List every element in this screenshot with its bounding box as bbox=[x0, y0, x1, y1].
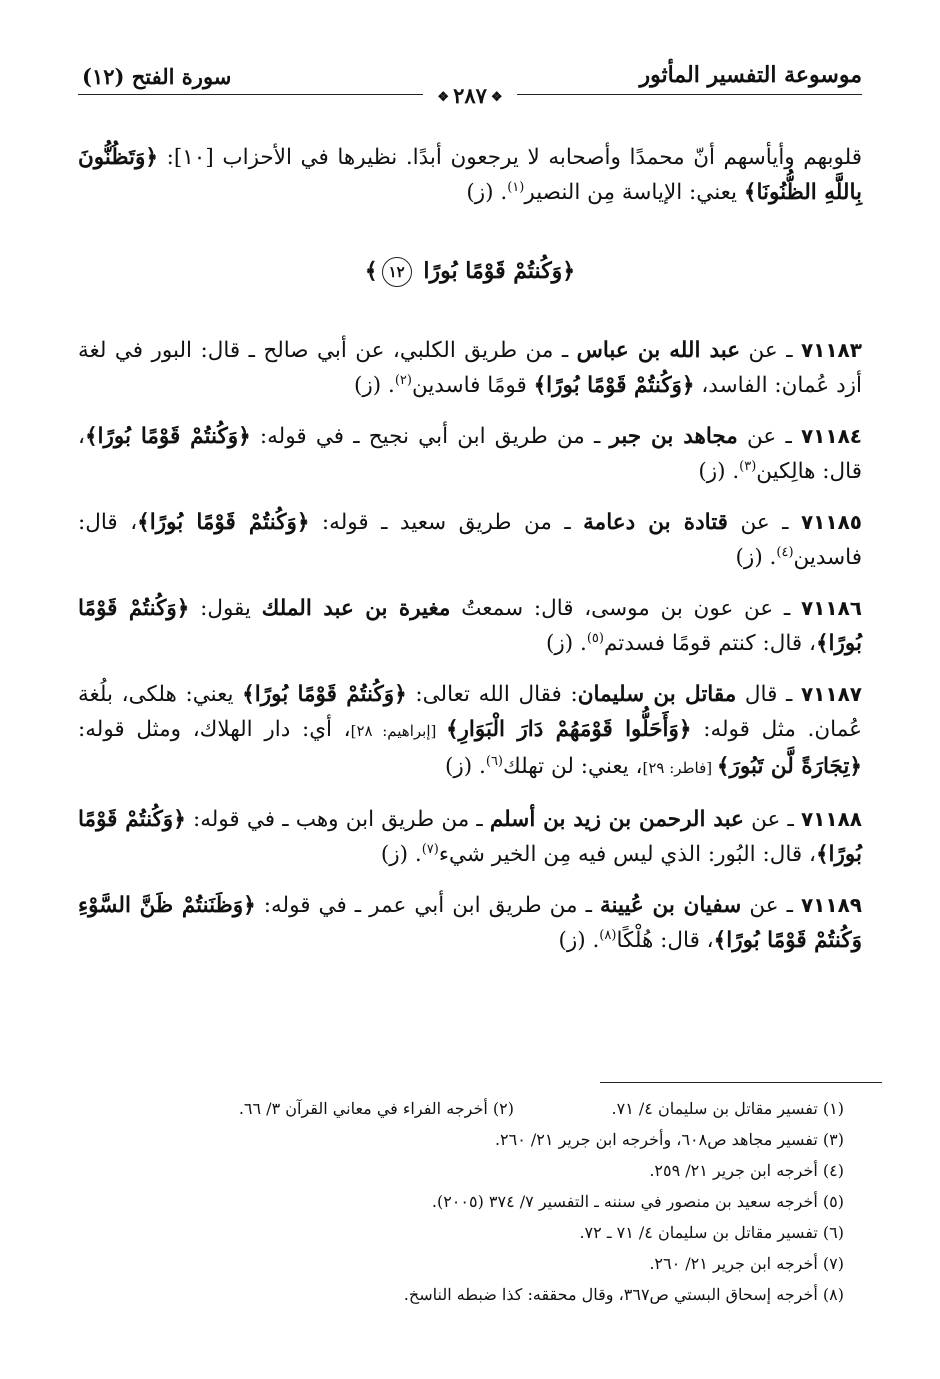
narration-entry bbox=[78, 591, 862, 661]
citation-mark: . (ز) bbox=[353, 373, 395, 398]
quran-quote: ﴿وَأَحَلُّوا قَوْمَهُمْ دَارَ الْبَوَارِ﴾ bbox=[445, 717, 692, 742]
quran-quote: ﴿وَظَنَنتُمْ ظَنَّ السَّوْءِ وَكُنتُمْ قَوْمًا بُورًا﴾ bbox=[78, 893, 862, 953]
entry-number: ٧١١٨٥ bbox=[800, 510, 863, 534]
running-header-book-title: موسوعة التفسير المأثور bbox=[639, 62, 862, 88]
narrator-name: مغيرة بن عبد الملك bbox=[261, 596, 451, 621]
footnote: (٨) أخرجه إسحاق البستي ص٣٦٧، وقال محققه: كذا ضبطه الناسخ. bbox=[403, 1285, 844, 1304]
footnote: (٧) أخرجه ابن جرير ٢١/ ٢٦٠. bbox=[649, 1254, 844, 1273]
footnote: (٢) أخرجه الفراء في معاني القرآن ٣/ ٦٦. bbox=[238, 1099, 514, 1118]
citation-mark: . (ز) bbox=[445, 754, 486, 779]
running-header-surah: سورة الفتح (١٢) bbox=[82, 64, 232, 89]
quran-quote: ﴿وَتَظُنُّونَ بِاللَّهِ الظُّنُونَا﴾ bbox=[78, 145, 862, 205]
footnote-ref: (٧) bbox=[421, 841, 439, 857]
intro-text: يعني: الإياسة مِن النصير bbox=[524, 180, 738, 205]
entry-number: ٧١١٨٧ bbox=[800, 682, 863, 706]
footnote-ref: (٤) bbox=[776, 544, 794, 560]
footnote: (١) تفسير مقاتل بن سليمان ٤/ ٧١. bbox=[611, 1099, 844, 1118]
narration-entry bbox=[78, 419, 862, 489]
entry-text: ـ عن bbox=[740, 338, 793, 363]
page-number bbox=[423, 83, 516, 108]
citation-mark: . (ز) bbox=[380, 842, 422, 867]
surah-reference: [إبراهيم: ٢٨] bbox=[350, 722, 446, 740]
citation-mark: . (ز) bbox=[558, 928, 600, 953]
entry-text: ـ عن bbox=[743, 807, 794, 832]
entry-text: ، قال: هُلْكًا bbox=[616, 928, 714, 953]
citation-mark: . (ز) bbox=[735, 545, 777, 570]
entry-number: ٧١١٨٣ bbox=[800, 338, 862, 362]
citation-mark: . (ز) bbox=[698, 459, 740, 484]
entry-text: ، أي: دار الهلاك، ومثل قوله: bbox=[78, 717, 351, 742]
citation-mark: . (ز) bbox=[546, 631, 587, 656]
quran-quote: ﴿وَكُنتُمْ قَوْمًا بُورًا﴾ bbox=[533, 373, 695, 398]
entry-text: ـ من طريق ابن أبي نجيح ـ في قوله: bbox=[250, 424, 610, 449]
surah-reference: [فاطر: ٢٩] bbox=[642, 759, 717, 777]
footnote: (٥) أخرجه سعيد بن منصور في سننه ـ التفسير ٧/ ٣٧٤ (٢٠٠٥). bbox=[431, 1192, 844, 1211]
quran-quote: ﴿وَكُنتُمْ قَوْمًا بُورًا﴾ bbox=[84, 424, 251, 449]
quran-quote: ﴿وَكُنتُمْ قَوْمًا بُورًا﴾ bbox=[137, 510, 310, 535]
main-text bbox=[78, 140, 862, 974]
narration-entry bbox=[78, 505, 862, 575]
footnote-ref: (٢) bbox=[394, 372, 412, 388]
footnote: (٤) أخرجه ابن جرير ٢١/ ٢٥٩. bbox=[649, 1161, 844, 1180]
entry-text: ، قال: فاسدين bbox=[78, 510, 862, 570]
narrator-name: مجاهد بن جبر bbox=[609, 424, 738, 449]
quran-quote: ﴿وَكُنتُمْ قَوْمًا بُورًا﴾ bbox=[242, 682, 407, 707]
entry-number: ٧١١٨٨ bbox=[800, 807, 862, 831]
verse-heading bbox=[78, 254, 862, 289]
entry-text: ـ من طريق الكلبي، عن أبي صالح ـ قال: البور في لغة أزد عُمان: الفاسد، bbox=[78, 338, 862, 398]
footnote-ref: (١) bbox=[507, 179, 525, 195]
narrator-name: عبد الرحمن بن زيد بن أسلم bbox=[489, 807, 744, 832]
footnote-separator bbox=[600, 1082, 882, 1083]
entry-number: ٧١١٨٦ bbox=[800, 596, 863, 620]
entry-text: قومًا فاسدين bbox=[411, 373, 534, 398]
footnote: (٣) تفسير مجاهد ص٦٠٨، وأخرجه ابن جرير ٢١/ ٢٦٠. bbox=[494, 1130, 844, 1149]
narrator-name: مقاتل بن سليمان bbox=[577, 682, 737, 707]
narration-entry bbox=[78, 888, 862, 958]
entry-text: ـ من طريق ابن أبي عمر ـ في قوله: bbox=[255, 893, 600, 918]
entry-text: ـ من طريق سعيد ـ قوله: bbox=[309, 510, 584, 535]
narrator-name: عبد الله بن عباس bbox=[576, 338, 741, 363]
page-number-value: ٢٨٧ bbox=[453, 83, 487, 108]
narration-entry bbox=[78, 677, 862, 786]
entry-text: ـ عن bbox=[727, 510, 789, 535]
footnote-ref: (٥) bbox=[586, 630, 604, 646]
entry-text: ـ من طريق ابن وهب ـ في قوله: bbox=[185, 807, 490, 832]
footnote: (٦) تفسير مقاتل بن سليمان ٤/ ٧١ ـ ٧٢. bbox=[579, 1223, 844, 1242]
narrator-name: سفيان بن عُيينة bbox=[599, 893, 742, 918]
entry-number: ٧١١٨٤ bbox=[800, 424, 863, 448]
entry-text: ، قال: كنتم قومًا فسدتم bbox=[603, 631, 816, 656]
entry-text: ، قال: هالِكين bbox=[78, 424, 862, 484]
footnote-ref: (٣) bbox=[739, 458, 757, 474]
entry-text: : فقال الله تعالى: bbox=[406, 682, 578, 707]
narration-entry bbox=[78, 333, 862, 403]
quran-quote: ﴿وَكُنتُمْ قَوْمًا بُورًا﴾ bbox=[78, 596, 862, 656]
intro-paragraph bbox=[78, 140, 862, 210]
narration-entry bbox=[78, 802, 862, 872]
footnotes bbox=[78, 1093, 844, 1310]
entry-text: ، يعني: لن تهلك bbox=[503, 754, 643, 779]
footnote-ref: (٨) bbox=[599, 927, 617, 943]
quran-quote: ﴿وَكُنتُمْ قَوْمًا بُورًا﴾ bbox=[78, 807, 862, 867]
entry-text: يقول: bbox=[189, 596, 262, 621]
intro-line: قلوبهم وأيأسهم أنّ محمدًا وأصحابه لا يرجعون أبدًا. نظيرها في الأحزاب [١٠]: bbox=[166, 145, 862, 170]
ornament-icon: ❖ bbox=[437, 89, 450, 105]
entry-text: يعني: هلكى، بلُغة عُمان. مثل قوله: bbox=[78, 682, 862, 742]
narrator-name: قتادة بن دعامة bbox=[583, 510, 728, 535]
verse-close: ﴾ bbox=[364, 258, 378, 284]
ayah-number-medallion: ١٢ bbox=[382, 257, 412, 287]
verse-text: ﴿وَكُنتُمْ قَوْمًا بُورًا bbox=[423, 258, 576, 284]
citation-mark: . (ز) bbox=[466, 180, 508, 205]
entry-text: ـ قال bbox=[736, 682, 793, 707]
footnote-ref: (٦) bbox=[485, 753, 503, 769]
entry-text: ـ عن bbox=[741, 893, 793, 918]
entry-number: ٧١١٨٩ bbox=[800, 893, 863, 917]
ornament-icon: ❖ bbox=[490, 89, 503, 105]
entry-text: ـ عن عون بن موسى، قال: سمعتُ bbox=[450, 596, 791, 621]
entry-text: ـ عن bbox=[737, 424, 792, 449]
quran-quote: ﴿تِجَارَةً لَّن تَبُورَ﴾ bbox=[716, 754, 862, 779]
entry-text: ، قال: البُور: الذي ليس فيه مِن الخير شيء bbox=[438, 842, 816, 867]
